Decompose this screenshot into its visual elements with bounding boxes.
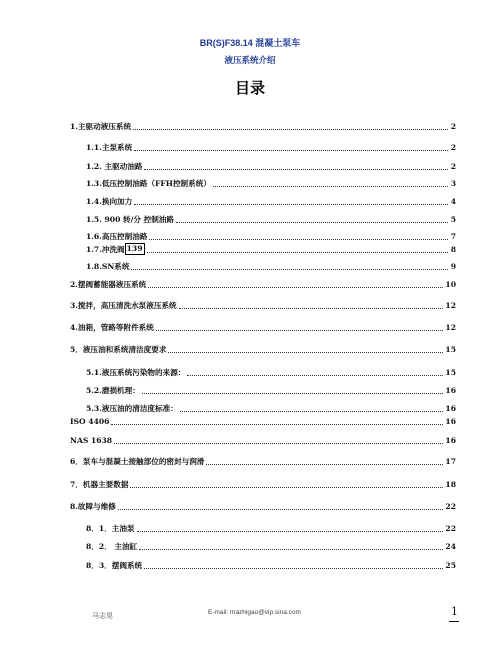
toc-entry-title: 1.2. 主驱动油路 bbox=[86, 162, 143, 171]
toc-entry-page: 15 bbox=[445, 345, 456, 354]
toc-entry-page: 2 bbox=[450, 143, 456, 152]
toc-entry[interactable] bbox=[70, 415, 456, 427]
toc-title: 目录 bbox=[234, 79, 265, 97]
toc-dot-leader bbox=[148, 286, 443, 288]
toc-dot-leader bbox=[111, 423, 443, 425]
toc-entry[interactable] bbox=[86, 384, 456, 396]
toc-entry[interactable] bbox=[70, 500, 456, 512]
toc-entry-title: 5．液压油和系统清洁度要求 bbox=[70, 345, 167, 354]
toc-dot-leader bbox=[144, 168, 448, 170]
toc-entry[interactable] bbox=[86, 260, 456, 272]
toc-entry[interactable] bbox=[86, 213, 456, 225]
document-header-title: BR(S)F38.14 混凝土泵车 bbox=[199, 38, 301, 48]
toc-entry-page: 12 bbox=[445, 323, 456, 332]
toc-entry[interactable] bbox=[86, 243, 456, 255]
toc-entry-page: 4 bbox=[450, 197, 456, 206]
toc-entry[interactable] bbox=[70, 434, 456, 446]
toc-dot-leader bbox=[187, 374, 443, 376]
toc-entry-title: 6．泵车与混凝土接触部位的密封与润滑 bbox=[70, 457, 205, 466]
toc-entry-title: 8.故障与维修 bbox=[70, 502, 116, 511]
toc-entry-page: 22 bbox=[445, 502, 456, 511]
toc-entry-title: 8．2． 主油缸 bbox=[86, 542, 138, 551]
toc-entry-page: 8 bbox=[450, 245, 456, 254]
toc-entry-page: 16 bbox=[445, 404, 456, 413]
toc-entry[interactable] bbox=[86, 522, 456, 534]
footer-page-number: 1 bbox=[451, 605, 458, 618]
toc-dot-leader bbox=[118, 508, 444, 510]
toc-entry-page: 2 bbox=[450, 162, 456, 171]
toc-entry-title: 1.3.低压控制油路（FFH控制系统） bbox=[86, 179, 211, 188]
toc-dot-leader bbox=[144, 567, 443, 569]
toc-entry-boxed-number: 139 bbox=[126, 244, 143, 253]
toc-entry-title: ISO 4406 bbox=[70, 417, 110, 426]
toc-dot-leader bbox=[206, 463, 443, 465]
toc-entry[interactable] bbox=[86, 540, 456, 552]
toc-entry-title: 1.5. 900 转/分 控制油路 bbox=[86, 215, 174, 224]
toc-entry-title: 1.6.高压控制油路 bbox=[86, 232, 148, 241]
toc-entry-page: 22 bbox=[445, 524, 456, 533]
footer-page-underline bbox=[449, 621, 459, 622]
toc-entry[interactable] bbox=[70, 120, 456, 132]
toc-entry-title: 3.搅拌，高压清洗水泵液压系统 bbox=[70, 301, 177, 310]
footer-author: 马志昊 bbox=[92, 612, 113, 620]
toc-entry-page: 16 bbox=[445, 436, 456, 445]
toc-entry-page: 25 bbox=[445, 561, 456, 570]
toc-entry-page: 16 bbox=[445, 386, 456, 395]
toc-dot-leader bbox=[114, 442, 443, 444]
toc-entry-title: 1.4.换向加力 bbox=[86, 197, 133, 206]
toc-entry-page: 7 bbox=[450, 232, 456, 241]
toc-entry[interactable] bbox=[86, 402, 456, 414]
toc-entry[interactable] bbox=[86, 195, 456, 207]
footer-email: E-mail: mazhigao@vip.sina.com bbox=[208, 609, 301, 616]
toc-entry[interactable] bbox=[86, 177, 456, 189]
toc-entry-title: 1.8.SN系统 bbox=[86, 262, 130, 271]
toc-entry-page: 15 bbox=[445, 368, 456, 377]
toc-dot-leader bbox=[156, 329, 444, 331]
toc-dot-leader bbox=[139, 548, 443, 550]
toc-dot-leader bbox=[130, 486, 443, 488]
toc-entry-page: 17 bbox=[445, 457, 456, 466]
toc-entry[interactable] bbox=[86, 141, 456, 153]
toc-entry[interactable] bbox=[86, 230, 456, 242]
toc-entry[interactable] bbox=[70, 278, 456, 290]
toc-entry-page: 16 bbox=[445, 417, 456, 426]
toc-entry-title: 5.3.液压油的清洁度标准： bbox=[86, 404, 178, 413]
toc-dot-leader bbox=[134, 149, 448, 151]
toc-entry-title: 5.1.液压系统污染物的来源： bbox=[86, 368, 186, 377]
toc-entry-title: 8．1．主油泵 bbox=[86, 524, 135, 533]
document-header-subtitle: 液压系统介绍 bbox=[224, 55, 276, 65]
toc-dot-leader bbox=[133, 128, 448, 130]
toc-dot-leader bbox=[142, 392, 444, 394]
toc-entry[interactable] bbox=[70, 455, 456, 467]
toc-entry-page: 18 bbox=[445, 480, 456, 489]
toc-entry-page: 10 bbox=[445, 280, 456, 289]
toc-entry-title: NAS 1638 bbox=[70, 436, 113, 445]
toc-dot-leader bbox=[134, 203, 448, 205]
toc-entry-page: 24 bbox=[445, 542, 456, 551]
toc-entry[interactable] bbox=[70, 343, 456, 355]
toc-entry-page: 3 bbox=[450, 179, 456, 188]
toc-entry-title: 2.摆阀蓄能器液压系统 bbox=[70, 280, 147, 289]
toc-entry-page: 9 bbox=[450, 262, 456, 271]
toc-dot-leader bbox=[179, 307, 444, 309]
toc-entry-title: 5.2.磨损机理： bbox=[86, 386, 140, 395]
toc-entry[interactable] bbox=[70, 321, 456, 333]
toc-entry[interactable] bbox=[86, 160, 456, 172]
toc-dot-leader bbox=[131, 268, 448, 270]
toc-dot-leader bbox=[213, 185, 448, 187]
toc-entry-page: 12 bbox=[445, 301, 456, 310]
toc-entry[interactable] bbox=[70, 299, 456, 311]
toc-dot-leader bbox=[149, 238, 448, 240]
toc-entry[interactable] bbox=[86, 559, 456, 571]
toc-dot-leader bbox=[176, 221, 448, 223]
toc-dot-leader bbox=[168, 351, 443, 353]
toc-entry-page: 5 bbox=[450, 215, 456, 224]
toc-entry[interactable] bbox=[86, 366, 456, 378]
toc-dot-leader bbox=[147, 251, 449, 253]
toc-entry-page: 2 bbox=[450, 122, 456, 131]
toc-entry-title: 1.主驱动液压系统 bbox=[70, 122, 132, 131]
toc-entry-title: 1.1.主泵系统 bbox=[86, 143, 133, 152]
toc-entry-title: 8．3．摆阀系统 bbox=[86, 561, 143, 570]
toc-entry-title: 7．机器主要数据 bbox=[70, 480, 129, 489]
toc-entry-title: 4.油箱，管路等附件系统 bbox=[70, 323, 154, 332]
toc-dot-leader bbox=[137, 530, 444, 532]
toc-entry[interactable] bbox=[70, 478, 456, 490]
toc-entry-title: 1.7.冲洗阀 bbox=[86, 245, 125, 254]
toc-dot-leader bbox=[180, 410, 444, 412]
